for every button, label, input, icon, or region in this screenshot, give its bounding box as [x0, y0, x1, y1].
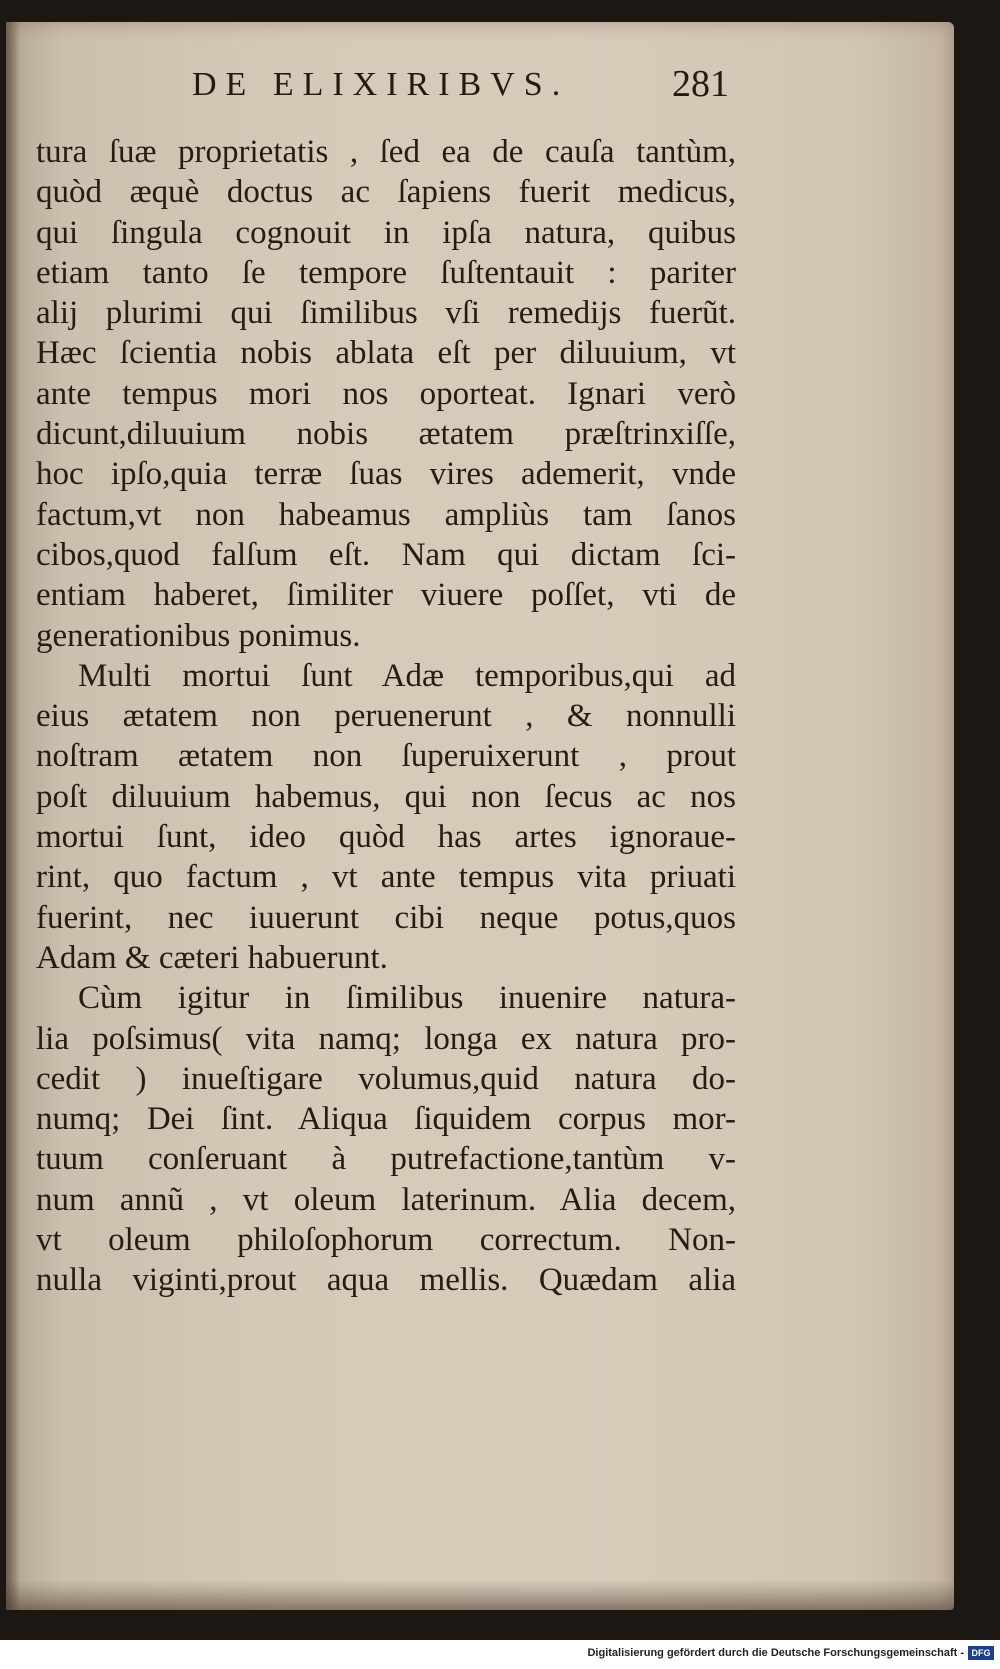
text-line: noſtram ætatem non ſuperuixerunt , prout: [36, 738, 736, 775]
text-line: dicunt,diluuium nobis ætatem præſtrinxiſſe,: [36, 416, 736, 453]
text-line: hoc ipſo,quia terræ ſuas vires ademerit, vnde: [36, 456, 736, 493]
text-line: ante tempus mori nos oporteat. Ignari verò: [36, 375, 736, 412]
text-line: num annũ , vt oleum laterinum. Alia decem,: [36, 1181, 736, 1218]
page-bottom-shadow: [6, 1580, 954, 1610]
text-line: tuum conſeruant à putrefactione,tantùm v-: [36, 1141, 736, 1178]
dfg-logo-icon: DFG: [968, 1646, 994, 1660]
funding-credit: Digitalisierung gefördert durch die Deutsche Forschungsgemeinschaft -: [587, 1647, 964, 1659]
page-number: 281: [672, 63, 729, 105]
text-line: entiam haberet, ſimiliter viuere poſſet, vti de: [36, 577, 736, 614]
text-line: cibos,quod falſum eſt. Nam qui dictam ſci-: [36, 536, 736, 573]
text-line: poſt diluuium habemus, qui non ſecus ac nos: [36, 778, 736, 815]
text-line: rint, quo factum , vt ante tempus vita priuati: [36, 859, 736, 896]
text-line: tura ſuæ proprietatis , ſed ea de cauſa tantùm,: [36, 134, 736, 170]
text-line: generationibus ponimus.: [36, 617, 361, 654]
text-line: quòd æquè doctus ac ſapiens fuerit medicus,: [36, 174, 736, 211]
text-line: qui ſingula cognouit in ipſa natura, quibus: [36, 214, 736, 251]
body-text: [36, 132, 736, 1301]
text-line: fuerint, nec iuuerunt cibi neque potus,quos: [36, 899, 736, 936]
text-line: etiam tanto ſe tempore ſuſtentauit : pariter: [36, 254, 736, 291]
text-line: alij plurimi qui ſimilibus vſi remedijs fuerũt.: [36, 295, 736, 332]
paragraph-start-line: Multi mortui ſunt Adæ temporibus,qui ad: [78, 657, 736, 694]
paragraph-start-line: Cùm igitur in ſimilibus inuenire natura-: [78, 980, 736, 1017]
text-line: Adam & cæteri habuerunt.: [36, 939, 388, 976]
text-line: eius ætatem non peruenerunt , & nonnulli: [36, 698, 736, 735]
text-line: mortui ſunt, ideo quòd has artes ignoraue-: [36, 819, 736, 856]
text-line: nulla viginti,prout aqua mellis. Quædam alia: [36, 1262, 736, 1299]
text-line: lia poſsimus( vita namq; longa ex natura pro-: [36, 1020, 736, 1057]
text-line: cedit ) inueſtigare volumus,quid natura do-: [36, 1060, 736, 1097]
text-line: Hæc ſcientia nobis ablata eſt per diluuium, vt: [36, 335, 736, 372]
page-gutter-shadow: [6, 22, 20, 1610]
text-line: numq; Dei ſint. Aliqua ſiquidem corpus mor-: [36, 1101, 736, 1138]
running-head: DE ELIXIRIBVS.: [192, 66, 570, 103]
text-line: vt oleum philoſophorum correctum. Non-: [36, 1222, 736, 1259]
digitization-footer: [0, 1640, 1000, 1669]
text-line: factum,vt non habeamus ampliùs tam ſanos: [36, 496, 736, 533]
